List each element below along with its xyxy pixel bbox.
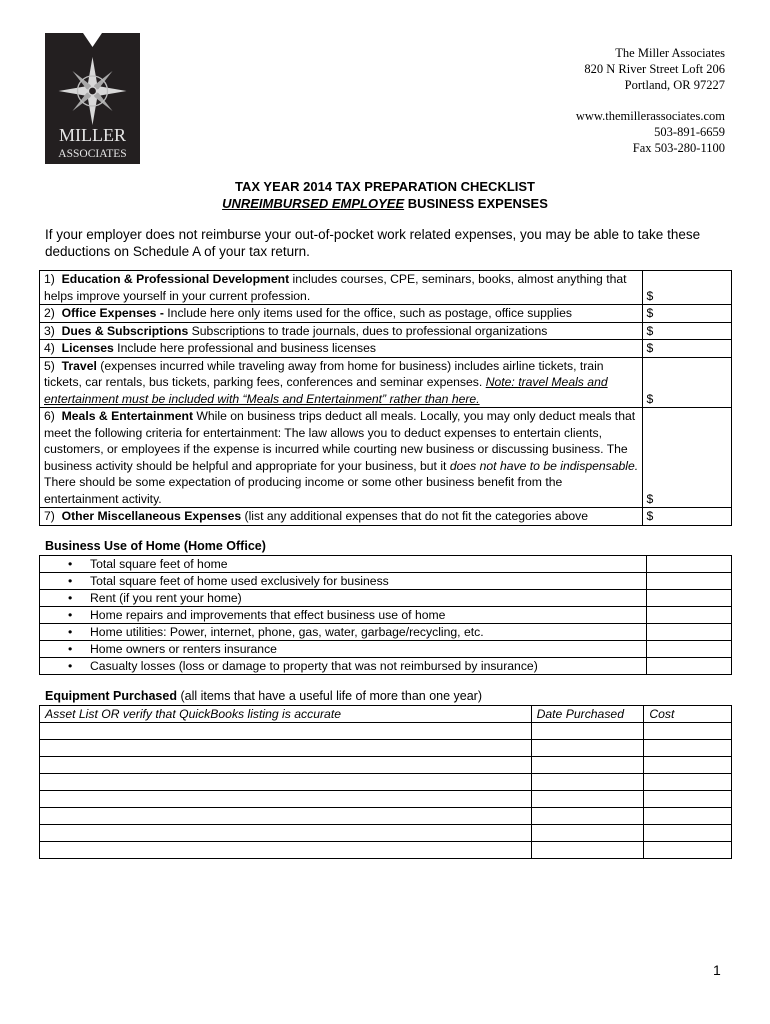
equipment-row (40, 774, 732, 791)
page-number: 1 (713, 962, 721, 978)
svg-text:ASSOCIATES: ASSOCIATES (58, 148, 127, 160)
home-office-item: • Casualty losses (loss or damage to property that was not reimbursed by insurance) (40, 658, 647, 675)
home-office-table (39, 555, 732, 675)
home-office-item: • Home owners or renters insurance (40, 641, 647, 658)
home-office-value-field[interactable] (647, 641, 732, 658)
home-office-row (40, 624, 732, 641)
compass-rose-icon (45, 33, 140, 164)
date-field[interactable] (531, 774, 644, 791)
asset-field[interactable] (40, 808, 532, 825)
equipment-row (40, 842, 732, 859)
equipment-table (39, 705, 732, 859)
home-office-item: • Rent (if you rent your home) (40, 590, 647, 607)
equipment-row (40, 791, 732, 808)
equipment-row (40, 723, 732, 740)
column-header-cost: Cost (644, 706, 732, 723)
equipment-row (40, 740, 732, 757)
expense-row (40, 408, 732, 508)
home-office-row (40, 641, 732, 658)
expense-description: 3) Dues & Subscriptions Subscriptions to trade journals, dues to professional organizations (40, 322, 643, 340)
equipment-heading: Equipment Purchased (all items that have a useful life of more than one year) (45, 689, 483, 703)
expense-table (39, 270, 732, 526)
home-office-value-field[interactable] (647, 607, 732, 624)
cost-field[interactable] (644, 723, 732, 740)
date-field[interactable] (531, 842, 644, 859)
expense-description: 6) Meals & Entertainment While on business trips deduct all meals. Locally, you may only deduct meals that meet the following criteria for entertainment: The law allows you to deduct expenses to entertain clients, customers, or employees if the expense is incurred while courting new business or discussing business. The business activity should be helpful and appropriate for your business, but it does not have to be indispensable. There should be some expectation of producing income or some other business benefit from the entertainment activity. (40, 408, 643, 508)
street-address: 820 N River Street Loft 206 (584, 61, 725, 76)
home-office-row (40, 607, 732, 624)
expense-amount-field[interactable]: $ (642, 322, 732, 340)
cost-field[interactable] (644, 842, 732, 859)
asset-field[interactable] (40, 774, 532, 791)
date-field[interactable] (531, 757, 644, 774)
equipment-row (40, 808, 732, 825)
expense-row (40, 508, 732, 526)
column-header-asset: Asset List OR verify that QuickBooks listing is accurate (40, 706, 532, 723)
home-office-item: • Total square feet of home (40, 556, 647, 573)
column-header-date: Date Purchased (531, 706, 644, 723)
cost-field[interactable] (644, 791, 732, 808)
cost-field[interactable] (644, 825, 732, 842)
website-link[interactable]: www.themillerassociates.com (575, 109, 725, 124)
home-office-item: • Home utilities: Power, internet, phone, gas, water, garbage/recycling, etc. (40, 624, 647, 641)
cost-field[interactable] (644, 774, 732, 791)
cost-field[interactable] (644, 740, 732, 757)
asset-field[interactable] (40, 757, 532, 774)
asset-field[interactable] (40, 842, 532, 859)
expense-amount-field[interactable]: $ (642, 305, 732, 323)
home-office-value-field[interactable] (647, 624, 732, 641)
date-field[interactable] (531, 825, 644, 842)
subtitle-underlined: UNREIMBURSED EMPLOYEE (222, 196, 405, 211)
home-office-row (40, 556, 732, 573)
expense-description: 4) Licenses Include here professional and business licenses (40, 340, 643, 358)
intro-paragraph: If your employer does not reimburse your out-of-pocket work related expenses, you may be able to take these deductions on Schedule A of your tax return. (45, 227, 701, 259)
home-office-value-field[interactable] (647, 658, 732, 675)
expense-amount-field[interactable]: $ (642, 408, 732, 508)
expense-amount-field[interactable]: $ (642, 357, 732, 408)
home-office-heading: Business Use of Home (Home Office) (45, 539, 266, 553)
phone-number: 503-891-6659 (654, 125, 725, 140)
date-field[interactable] (531, 791, 644, 808)
asset-field[interactable] (40, 723, 532, 740)
miller-associates-logo (45, 33, 140, 164)
asset-field[interactable] (40, 740, 532, 757)
home-office-row (40, 573, 732, 590)
equipment-row (40, 757, 732, 774)
equipment-header-row (40, 706, 732, 723)
expense-amount-field[interactable]: $ (642, 271, 732, 305)
expense-description: 1) Education & Professional Development includes courses, CPE, seminars, books, almost anything that helps improve yourself in your current profession. (40, 271, 643, 305)
expense-amount-field[interactable]: $ (642, 508, 732, 526)
equipment-row (40, 825, 732, 842)
expense-row (40, 322, 732, 340)
svg-text:MILLER: MILLER (59, 125, 126, 145)
date-field[interactable] (531, 723, 644, 740)
cost-field[interactable] (644, 757, 732, 774)
home-office-value-field[interactable] (647, 590, 732, 607)
expense-row (40, 357, 732, 408)
home-office-value-field[interactable] (647, 556, 732, 573)
expense-description: 5) Travel (expenses incurred while traveling away from home for business) includes airline tickets, train tickets, car rentals, bus tickets, parking fees, conferences and seminar expenses. Note: travel Meals and entertainment must be included with “Meals and Entertainment” rather than here. (40, 357, 643, 408)
expense-row (40, 271, 732, 305)
asset-field[interactable] (40, 825, 532, 842)
expense-description: 2) Office Expenses - Include here only items used for the office, such as postage, office supplies (40, 305, 643, 323)
expense-amount-field[interactable]: $ (642, 340, 732, 358)
date-field[interactable] (531, 740, 644, 757)
home-office-value-field[interactable] (647, 573, 732, 590)
page-title: TAX YEAR 2014 TAX PREPARATION CHECKLIST (234, 179, 535, 194)
city-state-zip: Portland, OR 97227 (624, 77, 725, 92)
company-name: The Miller Associates (615, 46, 725, 60)
page-subtitle (0, 196, 770, 211)
home-office-item: • Home repairs and improvements that effect business use of home (40, 607, 647, 624)
expense-row (40, 305, 732, 323)
home-office-row (40, 590, 732, 607)
home-office-row (40, 658, 732, 675)
expense-row (40, 340, 732, 358)
expense-description: 7) Other Miscellaneous Expenses (list any additional expenses that do not fit the categories above (40, 508, 643, 526)
home-office-item: • Total square feet of home used exclusively for business (40, 573, 647, 590)
subtitle-rest: BUSINESS EXPENSES (404, 196, 548, 211)
company-address-block (425, 46, 725, 157)
cost-field[interactable] (644, 808, 732, 825)
fax-number: Fax 503-280-1100 (632, 140, 725, 155)
date-field[interactable] (531, 808, 644, 825)
asset-field[interactable] (40, 791, 532, 808)
